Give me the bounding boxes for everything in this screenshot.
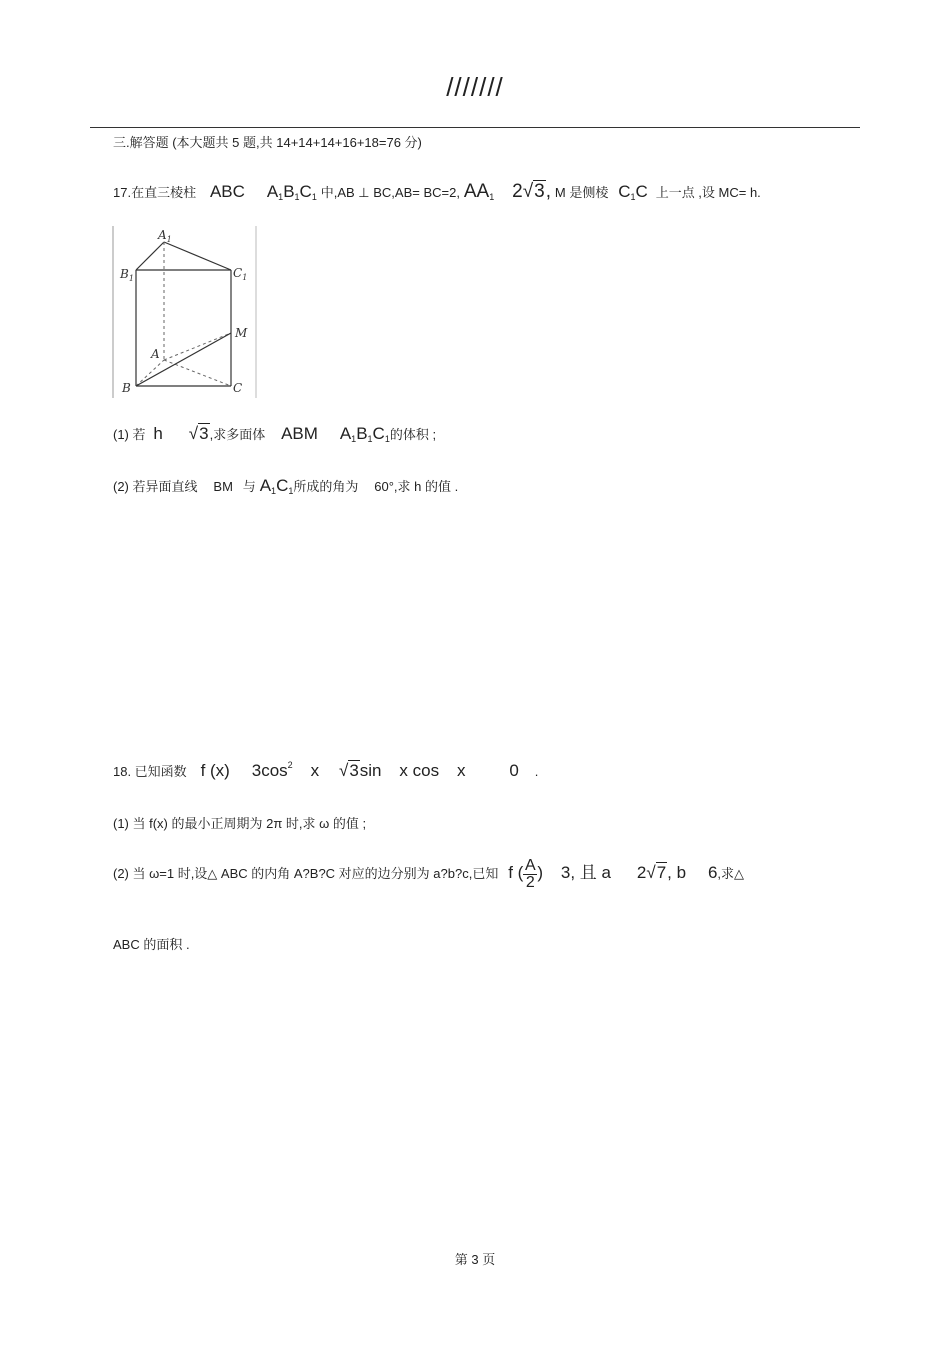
label-B1: $B_1$ xyxy=(120,267,134,283)
header-mark: /////// xyxy=(446,72,504,102)
q18-part2-continued: ABC 的面积 . xyxy=(113,937,190,952)
prism-figure xyxy=(112,226,258,400)
label-C: C xyxy=(233,381,243,395)
section-heading: 三.解答题 (本大题共 5 题,共 14+14+14+16+18=76 分) xyxy=(113,135,422,150)
label-M: M xyxy=(235,326,248,340)
label-C1: $C_1$ xyxy=(233,266,248,282)
q17-part1: (1) 若 h √3,求多面体 ABM $A_1B_1C_1$的体积 ; xyxy=(113,424,437,444)
q17-part2: (2) 若异面直线 BM 与 $A_1C_1$所成的角为 60°,求 h 的值 . xyxy=(113,476,459,496)
label-A1: $A_1$ xyxy=(158,228,172,244)
q18-part2: (2) 当 ω=1 时,设△ ABC 的内角 A?B?C 对应的边分别为 a?b?c,已知 f ( $\frac{A}{2}$ ) 3, 且 a 2√7, b 6,求△ xyxy=(113,857,745,891)
label-B: B xyxy=(122,381,131,395)
header-rule xyxy=(90,127,860,128)
page-number: 第 3 页 xyxy=(454,1252,496,1267)
q18-part1: (1) 当 f(x) 的最小正周期为 2π 时,求 ω 的值 ; xyxy=(113,816,367,831)
q17-stem: 17.在直三棱柱 ABC $A_1B_1C_1$ 中,AB ⊥ BC,AB= BC=2, $AA_1$ 2√3, M 是侧棱 $C_1C$ 上一点 ,设 MC= h. xyxy=(113,181,761,202)
q18-stem: 18. 已知函数 f (x) $3\cos^2$ x √3sin x cos x 0 . xyxy=(113,760,539,780)
label-A: A xyxy=(151,347,160,361)
